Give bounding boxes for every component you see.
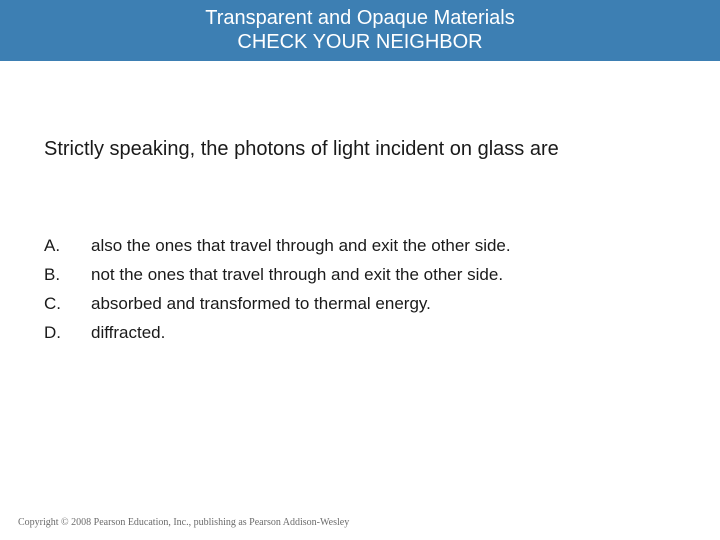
answer-letter: B.	[44, 265, 61, 284]
answer-option-d	[44, 318, 511, 347]
answer-letter: A.	[44, 236, 61, 255]
answer-text: not the ones that travel through and exit the other side.	[91, 265, 504, 284]
question-text: Strictly speaking, the photons of light incident on glass are	[44, 138, 559, 160]
copyright-notice: Copyright © 2008 Pearson Education, Inc., publishing as Pearson Addison-Wesley	[18, 517, 350, 528]
answer-option-b	[44, 260, 511, 289]
title-bar	[0, 0, 720, 61]
answer-option-a	[44, 231, 511, 260]
answer-text: diffracted.	[91, 323, 166, 342]
slide-subtitle: CHECK YOUR NEIGHBOR	[237, 31, 483, 53]
answer-text: also the ones that travel through and exit the other side.	[91, 236, 511, 255]
answer-option-c	[44, 289, 511, 318]
slide-title: Transparent and Opaque Materials	[205, 7, 515, 29]
answer-text: absorbed and transformed to thermal energy.	[91, 294, 431, 313]
answer-letter: D.	[44, 323, 61, 342]
answer-list	[44, 231, 511, 347]
answer-letter: C.	[44, 294, 61, 313]
